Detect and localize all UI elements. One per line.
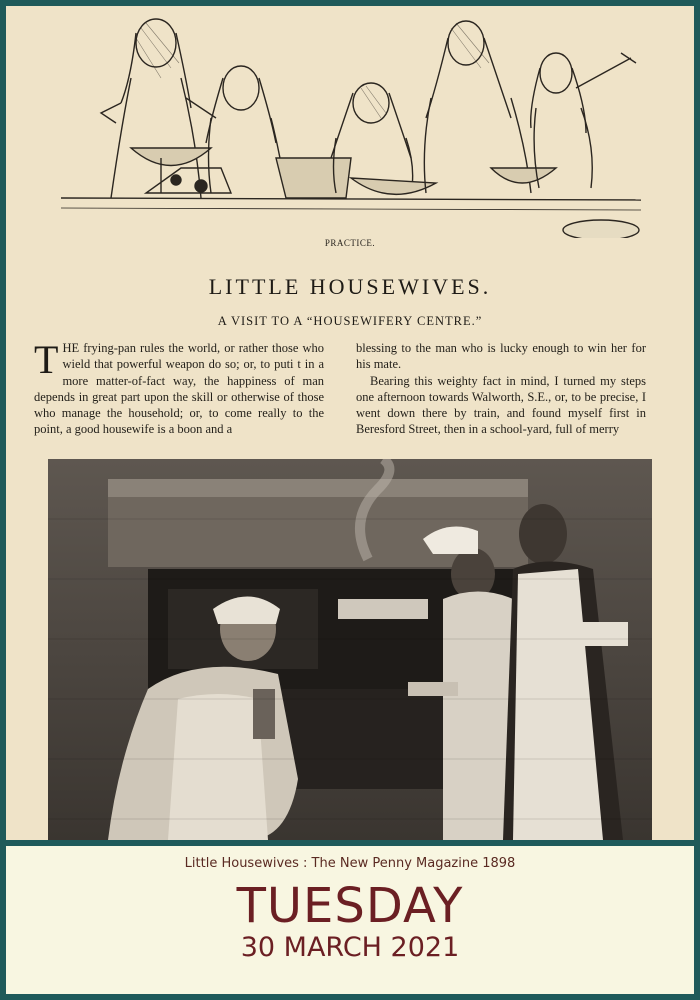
kitchen-photo [48, 459, 652, 840]
illustration-caption: PRACTICE. [324, 238, 376, 248]
article-column-left [34, 337, 324, 438]
article-title: LITTLE HOUSEWIVES. [208, 274, 492, 299]
column-right-para-1: blessing to the man who is lucky enough to win her for his mate. [356, 341, 646, 372]
date-label: 30 MARCH 2021 [240, 932, 460, 963]
column-left-text: HE frying-pan rules the world, or rather those who wield that powerful weapon do so; or, to puti t in a more matter-of-fact way, the happiness of man depends in great part upon the skill or otherwise of those who manage the household; or, to come really to the point, a good housewife is a boon and a [34, 341, 324, 437]
weekday-label: TUESDAY [236, 878, 464, 934]
article-column-right [356, 340, 646, 438]
magazine-page [6, 6, 694, 840]
source-caption: Little Housewives : The New Penny Magazine 1898 [184, 856, 516, 871]
article-subtitle: A VISIT TO A “HOUSEWIFERY CENTRE.” [217, 314, 483, 328]
date-footer [6, 846, 694, 994]
column-right-para-2: Bearing this weighty fact in mind, I turned my steps one afternoon towards Walworth, S.E., or, to be precise, I went down there by train, and found myself first in Beresford Street, then in a school-yard, full of merry [356, 373, 646, 437]
drop-cap: T [34, 337, 59, 382]
practice-illustration [61, 8, 641, 238]
